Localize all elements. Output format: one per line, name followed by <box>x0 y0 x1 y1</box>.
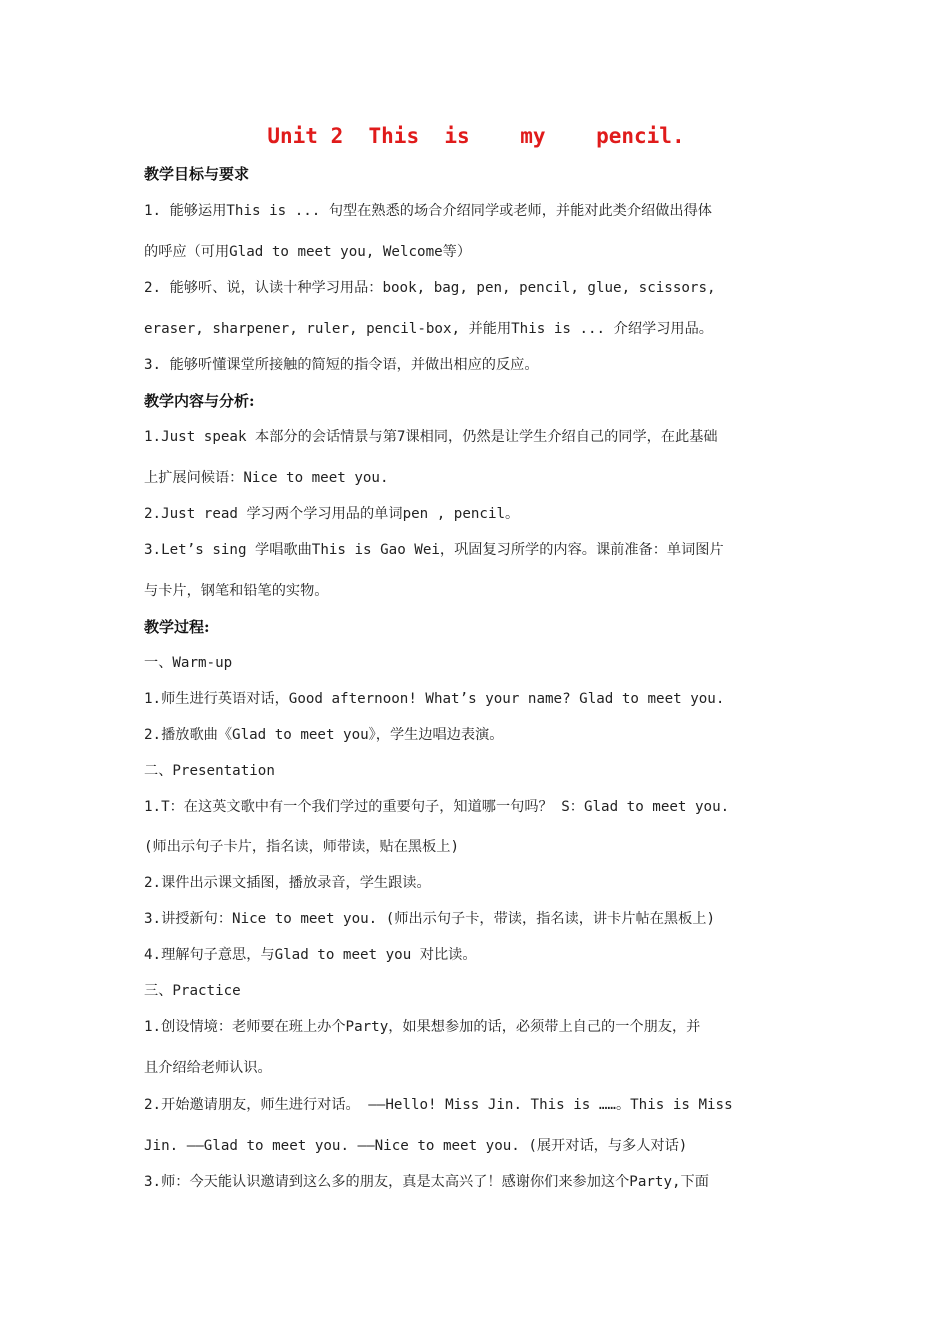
objective-2-line-2: eraser, sharpener, ruler, pencil-box, 并能用This is ... 介绍学习用品。 <box>144 321 713 337</box>
practice-step-3: 3.师：今天能认识邀请到这么多的朋友，真是太高兴了！感谢你们来参加这个Party,下面 <box>144 1174 709 1190</box>
objectives-heading: 教学目标与要求 <box>144 165 250 183</box>
presentation-step-1-line-1: 1.T：在这英文歌中有一个我们学过的重要句子，知道哪一句吗？ S：Glad to meet you. <box>144 799 730 815</box>
presentation-heading: 二、Presentation <box>144 763 275 779</box>
presentation-step-4: 4.理解句子意思，与Glad to meet you 对比读。 <box>144 947 477 963</box>
presentation-step-2: 2.课件出示课文插图，播放录音，学生跟读。 <box>144 875 431 891</box>
process-heading: 教学过程: <box>144 618 210 636</box>
practice-step-1-line-2: 且介绍给老师认识。 <box>144 1060 272 1076</box>
presentation-step-1-line-2: (师出示句子卡片，指名读，师带读，贴在黑板上) <box>144 839 460 855</box>
objective-3: 3. 能够听懂课堂所接触的简短的指令语，并做出相应的反应。 <box>144 357 539 373</box>
content-2: 2.Just read 学习两个学习用品的单词pen , pencil。 <box>144 506 520 522</box>
content-1-line-1: 1.Just speak 本部分的会话情景与第7课相同，仍然是让学生介绍自己的同学，在此基础 <box>144 429 718 445</box>
warmup-step-2: 2.播放歌曲《Glad to meet you》，学生边唱边表演。 <box>144 727 504 743</box>
presentation-step-3: 3.讲授新句：Nice to meet you. (师出示句子卡，带读，指名读，讲卡片帖在黑板上) <box>144 911 715 927</box>
content-heading: 教学内容与分析: <box>144 392 255 410</box>
document-title: Unit 2 This is my pencil. <box>267 124 685 148</box>
content-3-line-1: 3.Let’s sing 学唱歌曲This is Gao Wei，巩固复习所学的内容。课前准备：单词图片 <box>144 542 724 558</box>
practice-heading: 三、Practice <box>144 983 241 999</box>
practice-step-2-line-1: 2.开始邀请朋友，师生进行对话。 ——Hello! Miss Jin. This is ……。This is Miss <box>144 1097 733 1113</box>
practice-step-2-line-2: Jin. ——Glad to meet you. ——Nice to meet you. (展开对话，与多人对话) <box>144 1138 688 1154</box>
objective-1-line-2: 的呼应（可用Glad to meet you, Welcome等） <box>144 244 472 260</box>
practice-step-1-line-1: 1.创设情境：老师要在班上办个Party，如果想参加的话，必须带上自己的一个朋友，并 <box>144 1019 701 1035</box>
objective-2-line-1: 2. 能够听、说，认读十种学习用品：book, bag, pen, pencil, glue, scissors, <box>144 280 716 296</box>
content-3-line-2: 与卡片，钢笔和铅笔的实物。 <box>144 583 329 599</box>
warmup-heading: 一、Warm-up <box>144 655 233 671</box>
warmup-step-1: 1.师生进行英语对话，Good afternoon! What’s your name? Glad to meet you. <box>144 691 725 707</box>
objective-1-line-1: 1. 能够运用This is ... 句型在熟悉的场合介绍同学或老师，并能对此类介绍做出得体 <box>144 203 712 219</box>
content-1-line-2: 上扩展问候语：Nice to meet you. <box>144 470 389 486</box>
